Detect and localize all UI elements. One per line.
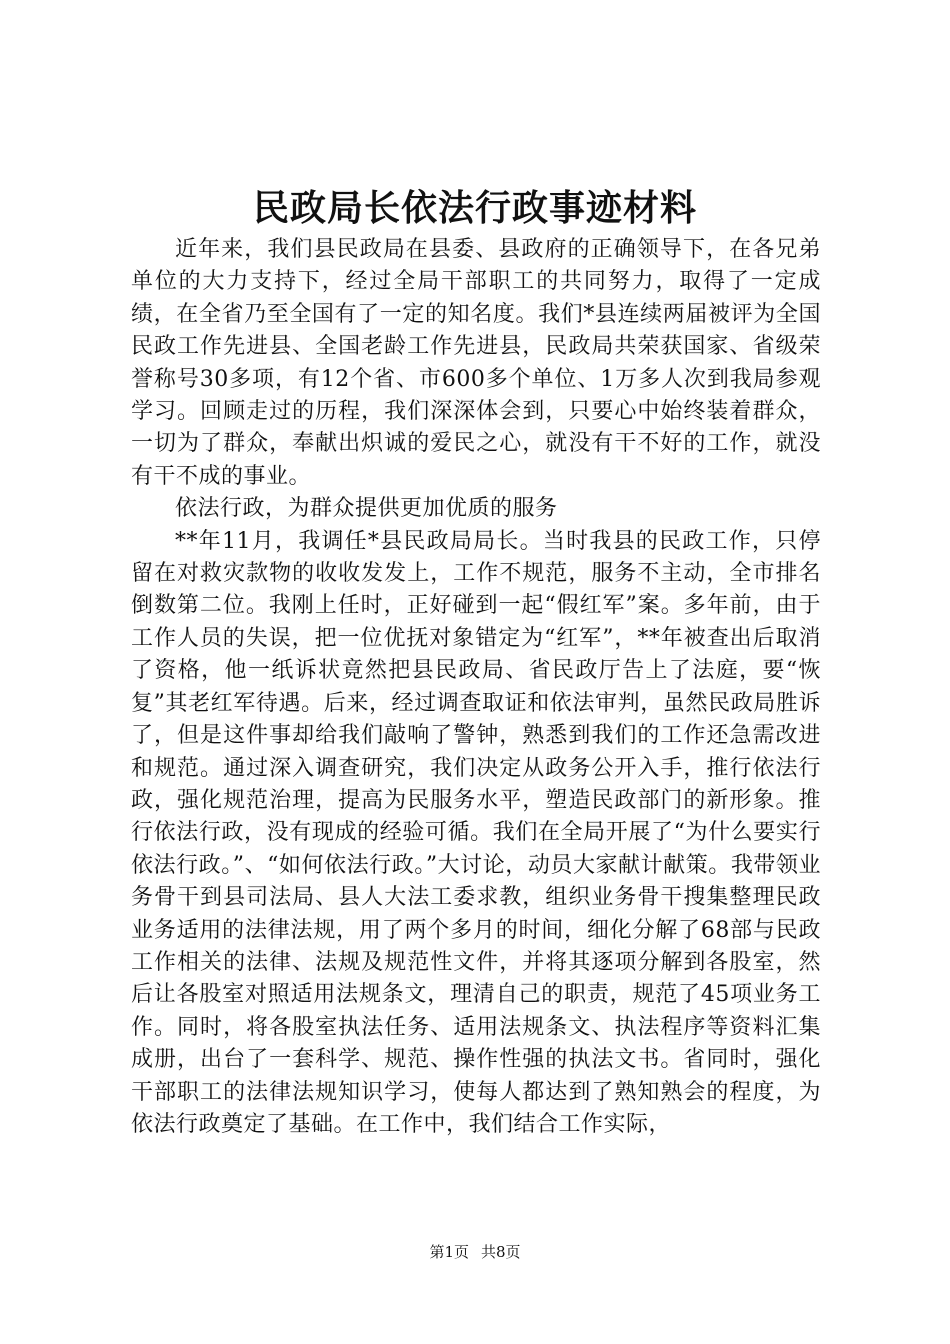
section-heading: 依法行政，为群众提供更加优质的服务 (175, 496, 558, 522)
document-body (131, 234, 821, 1141)
page-number: 第1页 (429, 1243, 469, 1261)
page-footer (0, 1242, 950, 1262)
paragraph-main: **年11月，我调任*县民政局局长。当时我县的民政工作，只停留在对救灾款物的收收发发上，工作不规范，服务不主动，全市排名倒数第二位。我刚上任时，正好碰到一起“假红军”案。多年前，由于工作人员的失误，把一位优抚对象错定为“红军”，**年被查出后取消了资格，他一纸诉状竟然把县民政局、省民政厅告上了法庭，要“恢复”其老红军待遇。后来，经过调查取证和依法审判，虽然民政局胜诉了，但是这件事却给我们敲响了警钟，熟悉到我们的工作还急需改进和规范。通过深入调查研究，我们决定从政务公开入手，推行依法行政，强化规范治理，提高为民服务水平，塑造民政部门的新形象。推行依法行政，没有现成的经验可循。我们在全局开展了“为什么要实行依法行政。”、“如何依法行政。”大讨论，动员大家献计献策。我带领业务骨干到县司法局、县人大法工委求教，组织业务骨干搜集整理民政业务适用的法律法规，用了两个多月的时间，细化分解了68部与民政工作相关的法律、法规及规范性文件，并将其逐项分解到各股室，然后让各股室对照适用法规条文，理清自己的职责，规范了45项业务工作。同时，将各股室执法任务、适用法规条文、执法程序等资料汇集成册，出台了一套科学、规范、操作性强的执法文书。省同时，强化干部职工的法律法规知识学习，使每人都达到了熟知熟会的程度，为依法行政奠定了基础。在工作中，我们结合工作实际， (131, 528, 821, 1137)
page-total: 共8页 (481, 1243, 521, 1261)
document-title: 民政局长依法行政事迹材料 (252, 187, 697, 229)
paragraph-intro: 近年来，我们县民政局在县委、县政府的正确领导下，在各兄弟单位的大力支持下，经过全局干部职工的共同努力，取得了一定成绩，在全省乃至全国有了一定的知名度。我们*县连续两届被评为全国民政工作先进县、全国老龄工作先进县，民政局共荣获国家、省级荣誉称号30多项，有12个省、市600多个单位、1万多人次到我局参观学习。回顾走过的历程，我们深深体会到，只要心中始终装着群众，一切为了群众，奉献出炽诚的爱民之心，就没有干不好的工作，就没有干不成的事业。 (131, 237, 821, 489)
